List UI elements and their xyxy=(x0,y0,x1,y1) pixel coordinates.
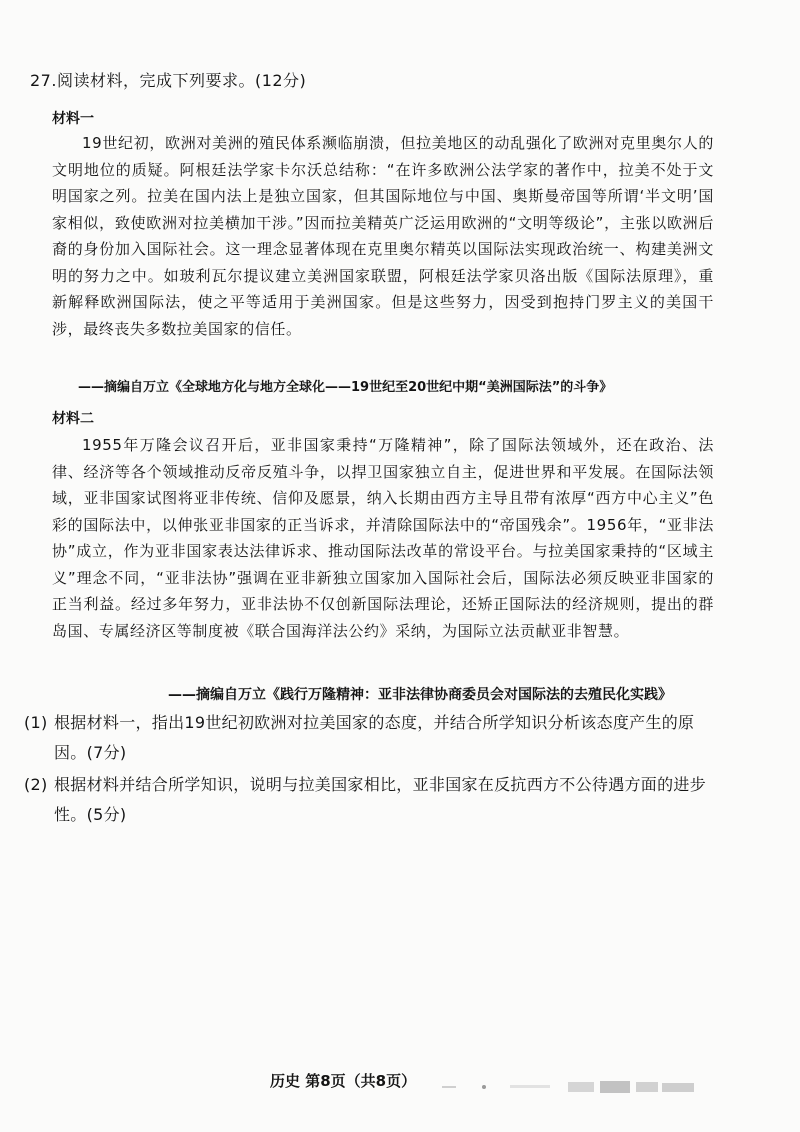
sub-question-text: 根据材料一，指出19世纪初欧洲对拉美国家的态度，并结合所学知识分析该态度产生的原 xyxy=(54,713,695,732)
scan-artifact xyxy=(440,1078,700,1096)
sub-question-continuation: 性。(5分) xyxy=(54,805,127,824)
sub-question-continuation: 因。(7分) xyxy=(54,743,127,762)
question-title: 27.阅读材料，完成下列要求。(12分) xyxy=(30,71,307,90)
sub-question-2 xyxy=(24,770,716,830)
material-1-label: 材料一 xyxy=(52,111,94,127)
material-2-source: ——摘编自万立《践行万隆精神：亚非法律协商委员会对国际法的去殖民化实践》 xyxy=(168,687,672,703)
sub-question-number: (2) xyxy=(24,775,48,794)
material-1-text: 19世纪初，欧洲对美洲的殖民体系濒临崩溃，但拉美地区的动乱强化了欧洲对克里奥尔人的文明地位的质疑。阿根廷法学家卡尔沃总结称：“在许多欧洲公法学家的著作中，拉美不处于文明国家之列。拉美在国内法上是独立国家，但其国际地位与中国、奥斯曼帝国等所谓‘半文明’国家相似，致使欧洲对拉美横加干涉。”因而拉美精英广泛运用欧洲的“文明等级论”，主张以欧洲后裔的身份加入国际社会。这一理念显著体现在克里奥尔精英以国际法实现政治统一、构建美洲文明的努力之中。如玻利瓦尔提议建立美洲国家联盟，阿根廷法学家贝洛出版《国际法原理》，重新解释欧洲国际法，使之平等适用于美洲国家。但是这些努力，因受到抱持门罗主义的美国干涉，最终丧失多数拉美国家的信任。 xyxy=(52,134,714,338)
sub-question-1 xyxy=(24,708,716,768)
material-2-label: 材料二 xyxy=(52,411,94,427)
material-2-text: 1955年万隆会议召开后，亚非国家秉持“万隆精神”，除了国际法领域外，还在政治、法律、经济等各个领域推动反帝反殖斗争，以捍卫国家独立自主，促进世界和平发展。在国际法领域，亚非国家试图将亚非传统、信仰及愿景，纳入长期由西方主导且带有浓厚“西方中心主义”色彩的国际法中，以伸张亚非国家的正当诉求，并清除国际法中的“帝国残余”。1956年，“亚非法协”成立，作为亚非国家表达法律诉求、推动国际法改革的常设平台。与拉美国家秉持的“区域主义”理念不同，“亚非法协”强调在亚非新独立国家加入国际社会后，国际法必须反映亚非国家的正当利益。经过多年努力，亚非法协不仅创新国际法理论，还矫正国际法的经济规则，提出的群岛国、专属经济区等制度被《联合国海洋法公约》采纳，为国际立法贡献亚非智慧。 xyxy=(52,436,714,640)
sub-question-number: (1) xyxy=(24,713,48,732)
page-footer: 历史 第8页（共8页） xyxy=(270,1072,417,1090)
sub-question-text: 根据材料并结合所学知识，说明与拉美国家相比，亚非国家在反抗西方不公待遇方面的进步 xyxy=(54,775,707,794)
material-1-source: ——摘编自万立《全球地方化与地方全球化——19世纪至20世纪中期“美洲国际法”的斗争》 xyxy=(78,380,613,395)
